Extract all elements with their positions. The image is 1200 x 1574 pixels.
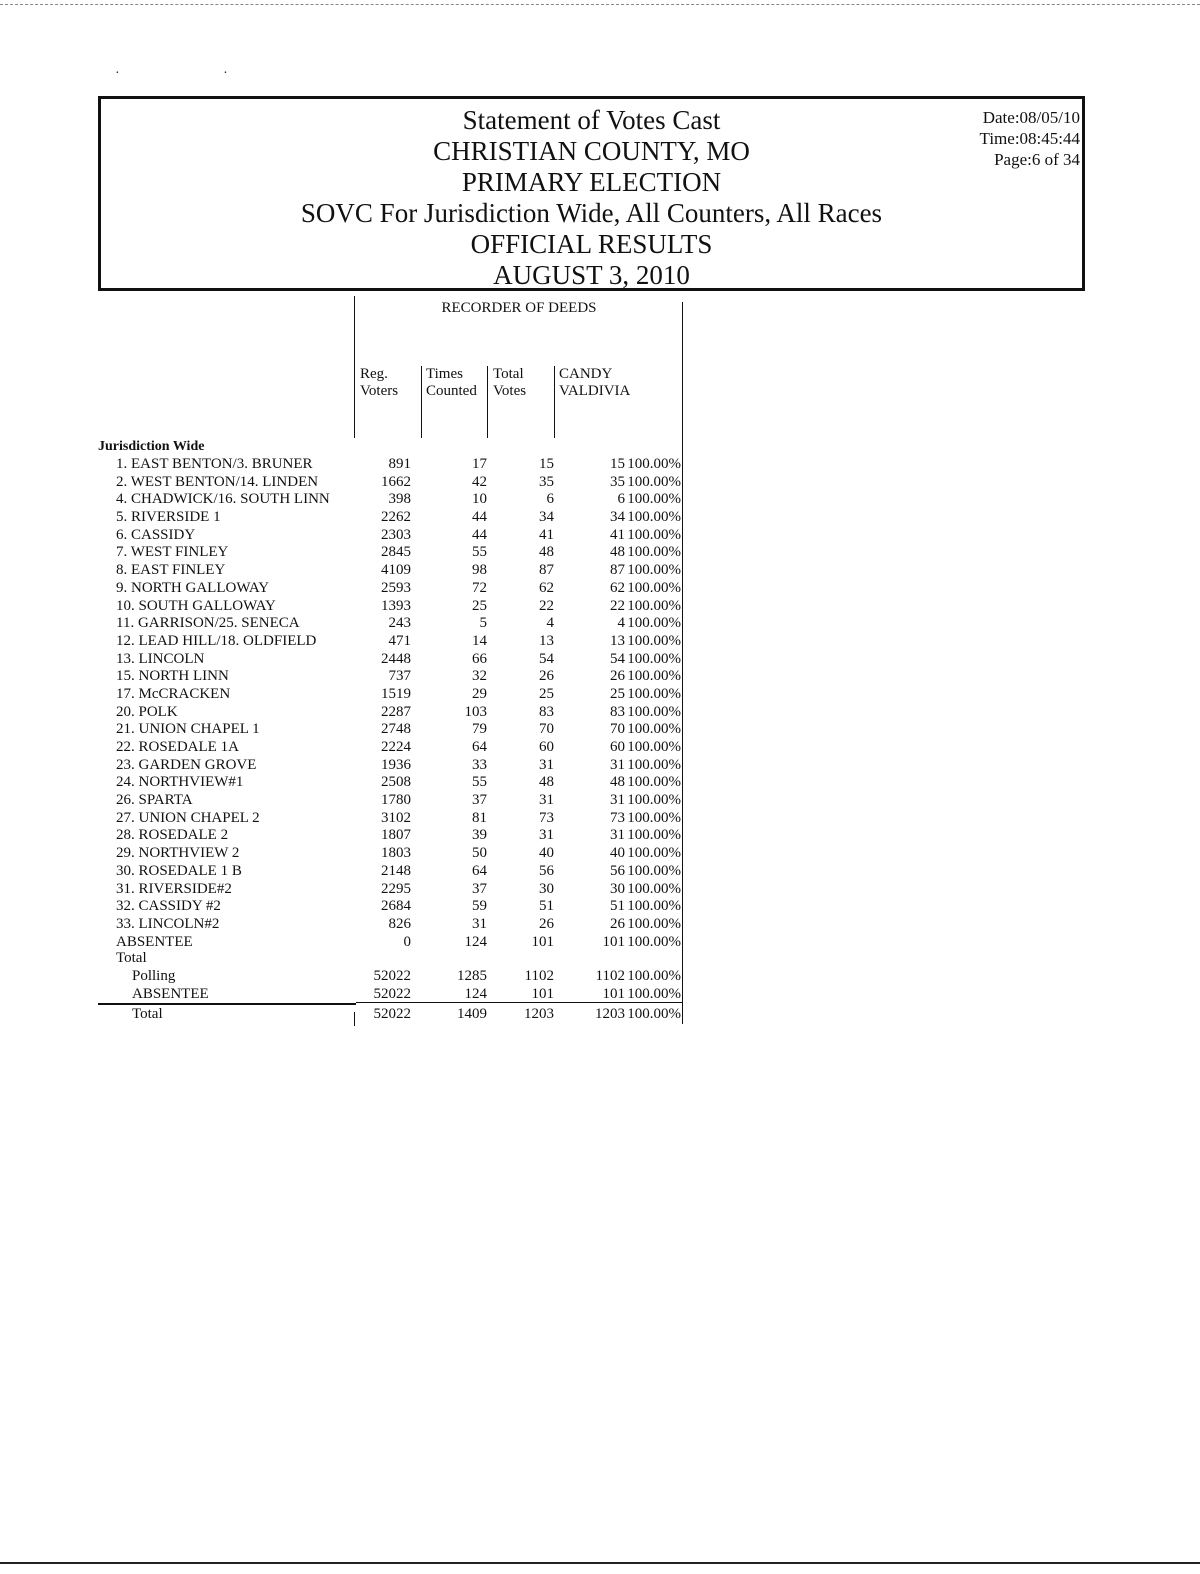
row-reg-voters: 52022 <box>373 985 411 1002</box>
row-times-counted: 55 <box>472 774 487 791</box>
row-percent: 100.00% <box>627 915 681 932</box>
title-line: SOVC For Jurisdiction Wide, All Counters, All Races <box>300 198 883 228</box>
row-name: 10. SOUTH GALLOWAY <box>116 597 276 614</box>
row-name: 20. POLK <box>116 703 178 720</box>
report-time: Time:08:45:44 <box>979 129 1080 148</box>
total-rule <box>356 1002 682 1003</box>
row-name: 11. GARRISON/25. SENECA <box>116 615 300 632</box>
row-percent: 100.00% <box>627 650 681 667</box>
row-name: 33. LINCOLN#2 <box>116 915 220 932</box>
row-total-votes: 26 <box>539 915 554 932</box>
table-row <box>98 651 684 669</box>
row-name: 7. WEST FINLEY <box>116 544 229 561</box>
table-row <box>98 774 684 792</box>
row-reg-voters: 4109 <box>381 562 411 579</box>
row-reg-voters: 737 <box>388 668 411 685</box>
col-header-total-votes <box>493 366 526 400</box>
row-total-votes: 26 <box>539 668 554 685</box>
row-total-votes: 1203 <box>524 1006 554 1022</box>
row-total-votes: 31 <box>539 756 554 773</box>
row-reg-voters: 52022 <box>373 1006 411 1022</box>
table-row <box>98 668 684 686</box>
column-divider <box>421 366 422 438</box>
row-name: 21. UNION CHAPEL 1 <box>116 721 260 738</box>
row-candidate-votes: 34 <box>610 509 625 526</box>
row-percent: 100.00% <box>627 862 681 879</box>
table-row <box>98 527 684 545</box>
row-percent: 100.00% <box>627 456 681 472</box>
row-name: 6. CASSIDY <box>116 526 196 543</box>
row-percent: 100.00% <box>627 544 681 561</box>
row-times-counted: 25 <box>472 597 487 614</box>
race-title: RECORDER OF DEEDS <box>441 300 597 316</box>
table-row <box>98 810 684 828</box>
row-reg-voters: 1662 <box>381 473 411 490</box>
row-name: ABSENTEE <box>116 933 193 950</box>
row-candidate-votes: 31 <box>610 827 625 844</box>
row-percent: 100.00% <box>627 721 681 738</box>
row-name: 31. RIVERSIDE#2 <box>116 880 232 897</box>
row-name: 12. LEAD HILL/18. OLDFIELD <box>116 632 317 649</box>
report-meta <box>980 107 1080 170</box>
row-percent: 100.00% <box>627 809 681 826</box>
row-total-votes: 22 <box>539 597 554 614</box>
row-percent: 100.00% <box>627 526 681 543</box>
column-divider <box>354 296 355 438</box>
row-name: 22. ROSEDALE 1A <box>116 739 239 755</box>
row-times-counted: 81 <box>472 809 487 826</box>
row-times-counted: 59 <box>472 898 487 915</box>
row-times-counted: 44 <box>472 509 487 526</box>
row-candidate-votes: 54 <box>610 650 625 667</box>
row-total-votes: 83 <box>539 703 554 720</box>
row-total-votes: 60 <box>539 739 554 755</box>
row-candidate-votes: 26 <box>610 668 625 685</box>
table-row <box>98 633 684 651</box>
row-percent: 100.00% <box>627 632 681 649</box>
table-row <box>98 456 684 474</box>
table-row <box>98 863 684 881</box>
row-total-votes: 87 <box>539 562 554 579</box>
row-percent: 100.00% <box>627 898 681 915</box>
row-reg-voters: 1803 <box>381 845 411 862</box>
table-row <box>98 615 684 633</box>
row-total-votes: 41 <box>539 526 554 543</box>
row-times-counted: 64 <box>472 739 487 755</box>
row-total-votes: 6 <box>546 491 554 508</box>
report-page: Page:6 of 34 <box>994 150 1080 169</box>
row-name: 27. UNION CHAPEL 2 <box>116 809 260 826</box>
row-candidate-votes: 15 <box>610 456 625 472</box>
row-total-votes: 54 <box>539 650 554 667</box>
row-candidate-votes: 4 <box>617 615 625 632</box>
row-percent: 100.00% <box>627 827 681 844</box>
row-candidate-votes: 51 <box>610 898 625 915</box>
row-total-votes: 31 <box>539 827 554 844</box>
row-candidate-votes: 48 <box>610 544 625 561</box>
row-candidate-votes: 13 <box>610 632 625 649</box>
row-percent: 100.00% <box>627 703 681 720</box>
row-percent: 100.00% <box>627 685 681 702</box>
row-name: 1. EAST BENTON/3. BRUNER <box>116 456 313 472</box>
summary-row <box>98 986 684 1004</box>
col-header-text: Votes <box>493 383 527 399</box>
table-row <box>98 580 684 598</box>
row-reg-voters: 2303 <box>381 526 411 543</box>
grand-total-row <box>98 1006 684 1024</box>
row-times-counted: 31 <box>472 915 487 932</box>
row-name: 2. WEST BENTON/14. LINDEN <box>116 473 319 490</box>
results-table <box>98 296 698 1026</box>
jurisdiction-label: Jurisdiction Wide <box>98 439 205 454</box>
row-times-counted: 66 <box>472 650 487 667</box>
row-total-votes: 48 <box>539 544 554 561</box>
col-header-candidate <box>559 366 630 400</box>
table-row <box>98 474 684 492</box>
table-row <box>98 881 684 899</box>
row-reg-voters: 1393 <box>381 597 411 614</box>
row-times-counted: 50 <box>472 845 487 862</box>
row-times-counted: 32 <box>472 668 487 685</box>
row-times-counted: 1409 <box>457 1006 487 1022</box>
row-candidate-votes: 6 <box>617 491 625 508</box>
row-reg-voters: 243 <box>388 615 411 632</box>
row-reg-voters: 471 <box>388 632 411 649</box>
row-candidate-votes: 56 <box>610 862 625 879</box>
report-header <box>98 96 1085 291</box>
row-candidate-votes: 25 <box>610 685 625 702</box>
row-reg-voters: 2287 <box>381 703 411 720</box>
row-times-counted: 103 <box>464 703 487 720</box>
scan-specks: · · <box>115 66 278 81</box>
row-total-votes: 1102 <box>524 968 554 984</box>
row-name: 29. NORTHVIEW 2 <box>116 845 240 862</box>
table-row <box>98 509 684 527</box>
row-total-votes: 48 <box>539 774 554 791</box>
row-reg-voters: 398 <box>388 491 411 508</box>
row-times-counted: 124 <box>464 985 487 1002</box>
row-name: 32. CASSIDY #2 <box>116 898 221 915</box>
row-candidate-votes: 41 <box>610 526 625 543</box>
row-candidate-votes: 22 <box>610 597 625 614</box>
row-name: 30. ROSEDALE 1 B <box>116 862 242 879</box>
column-divider <box>554 366 555 438</box>
row-reg-voters: 2684 <box>381 898 411 915</box>
table-row <box>98 491 684 509</box>
row-reg-voters: 2262 <box>381 509 411 526</box>
row-percent: 100.00% <box>627 491 681 508</box>
table-row <box>98 704 684 722</box>
row-times-counted: 98 <box>472 562 487 579</box>
row-total-votes: 13 <box>539 632 554 649</box>
row-times-counted: 29 <box>472 685 487 702</box>
row-percent: 100.00% <box>627 473 681 490</box>
col-header-reg-voters <box>360 366 398 400</box>
table-row <box>98 562 684 580</box>
row-total-votes: 101 <box>531 985 554 1002</box>
row-name: 13. LINCOLN <box>116 650 205 667</box>
table-row <box>98 934 684 952</box>
row-percent: 100.00% <box>627 985 681 1002</box>
row-percent: 100.00% <box>627 968 681 984</box>
title-line: OFFICIAL RESULTS <box>470 229 713 259</box>
column-divider <box>487 366 488 438</box>
table-row <box>98 845 684 863</box>
table-row <box>98 721 684 739</box>
total-rule <box>98 1003 356 1005</box>
row-candidate-votes: 101 <box>602 985 625 1002</box>
row-name: 26. SPARTA <box>116 792 193 809</box>
row-reg-voters: 2295 <box>381 880 411 897</box>
col-header-text: Reg. <box>360 366 388 382</box>
row-candidate-votes: 73 <box>610 809 625 826</box>
row-times-counted: 124 <box>464 933 487 950</box>
row-times-counted: 37 <box>472 792 487 809</box>
row-times-counted: 64 <box>472 862 487 879</box>
table-row <box>98 898 684 916</box>
row-name: Polling <box>132 968 176 984</box>
row-reg-voters: 2845 <box>381 544 411 561</box>
row-percent: 100.00% <box>627 615 681 632</box>
row-total-votes: 101 <box>531 933 554 950</box>
col-header-text: VALDIVIA <box>559 383 631 399</box>
row-candidate-votes: 60 <box>610 739 625 755</box>
row-reg-voters: 2593 <box>381 579 411 596</box>
row-times-counted: 5 <box>479 615 487 632</box>
row-candidate-votes: 101 <box>602 933 625 950</box>
row-total-votes: 51 <box>539 898 554 915</box>
title-line: Statement of Votes Cast <box>462 105 721 135</box>
row-candidate-votes: 40 <box>610 845 625 862</box>
summary-row <box>98 968 684 986</box>
row-percent: 100.00% <box>627 597 681 614</box>
row-times-counted: 1285 <box>457 968 487 984</box>
row-times-counted: 39 <box>472 827 487 844</box>
table-row <box>98 792 684 810</box>
table-row <box>98 598 684 616</box>
report-title <box>101 105 1082 291</box>
row-name: Total <box>132 1006 163 1022</box>
row-times-counted: 79 <box>472 721 487 738</box>
row-name: 8. EAST FINLEY <box>116 562 226 579</box>
row-total-votes: 70 <box>539 721 554 738</box>
row-candidate-votes: 30 <box>610 880 625 897</box>
row-name: 23. GARDEN GROVE <box>116 756 257 773</box>
row-reg-voters: 1519 <box>381 685 411 702</box>
table-row <box>98 686 684 704</box>
row-times-counted: 55 <box>472 544 487 561</box>
row-name: 4. CHADWICK/16. SOUTH LINN <box>116 491 330 508</box>
row-reg-voters: 2448 <box>381 650 411 667</box>
row-total-votes: 62 <box>539 579 554 596</box>
row-percent: 100.00% <box>627 562 681 579</box>
row-reg-voters: 1936 <box>381 756 411 773</box>
row-name: 24. NORTHVIEW#1 <box>116 774 244 791</box>
row-reg-voters: 0 <box>403 933 411 950</box>
row-candidate-votes: 1203 <box>595 1006 625 1022</box>
row-times-counted: 14 <box>472 632 487 649</box>
row-candidate-votes: 26 <box>610 915 625 932</box>
total-section-label: Total <box>116 950 147 966</box>
col-header-text: CANDY <box>559 366 613 382</box>
row-name: 5. RIVERSIDE 1 <box>116 509 221 526</box>
table-row <box>98 827 684 845</box>
row-times-counted: 37 <box>472 880 487 897</box>
table-row <box>98 739 684 757</box>
scan-edge-bottom <box>0 1562 1200 1564</box>
row-candidate-votes: 35 <box>610 473 625 490</box>
row-reg-voters: 52022 <box>373 968 411 984</box>
row-percent: 100.00% <box>627 792 681 809</box>
row-candidate-votes: 62 <box>610 579 625 596</box>
row-candidate-votes: 87 <box>610 562 625 579</box>
row-reg-voters: 1807 <box>381 827 411 844</box>
row-name: 9. NORTH GALLOWAY <box>116 579 270 596</box>
row-times-counted: 44 <box>472 526 487 543</box>
row-total-votes: 40 <box>539 845 554 862</box>
row-name: 28. ROSEDALE 2 <box>116 827 229 844</box>
row-reg-voters: 2224 <box>381 739 411 755</box>
row-total-votes: 73 <box>539 809 554 826</box>
row-percent: 100.00% <box>627 739 681 755</box>
row-candidate-votes: 70 <box>610 721 625 738</box>
col-header-text: Voters <box>360 383 399 399</box>
row-total-votes: 15 <box>539 456 554 472</box>
row-total-votes: 56 <box>539 862 554 879</box>
table-row <box>98 916 684 934</box>
row-name: 17. McCRACKEN <box>116 685 231 702</box>
title-line: PRIMARY ELECTION <box>461 167 722 197</box>
report-date: Date:08/05/10 <box>982 108 1080 127</box>
row-candidate-votes: 1102 <box>595 968 625 984</box>
precinct-rows <box>98 456 684 951</box>
row-percent: 100.00% <box>627 756 681 773</box>
col-header-text: Total <box>493 366 524 382</box>
row-percent: 100.00% <box>627 509 681 526</box>
row-total-votes: 30 <box>539 880 554 897</box>
row-percent: 100.00% <box>627 668 681 685</box>
row-candidate-votes: 31 <box>610 792 625 809</box>
row-times-counted: 10 <box>472 491 487 508</box>
row-name: 15. NORTH LINN <box>116 668 229 685</box>
row-total-votes: 34 <box>539 509 554 526</box>
row-times-counted: 42 <box>472 473 487 490</box>
col-header-text: Counted <box>426 383 477 399</box>
row-reg-voters: 3102 <box>381 809 411 826</box>
row-percent: 100.00% <box>627 933 681 950</box>
row-percent: 100.00% <box>627 845 681 862</box>
col-header-text: Times <box>426 366 463 382</box>
row-percent: 100.00% <box>627 1006 681 1022</box>
table-row <box>98 757 684 775</box>
row-reg-voters: 891 <box>388 456 411 472</box>
row-percent: 100.00% <box>627 774 681 791</box>
table-row <box>98 544 684 562</box>
title-line: CHRISTIAN COUNTY, MO <box>433 136 750 166</box>
col-header-times-counted <box>426 366 477 400</box>
row-reg-voters: 2748 <box>381 721 411 738</box>
row-candidate-votes: 83 <box>610 703 625 720</box>
row-candidate-votes: 31 <box>610 756 625 773</box>
row-total-votes: 25 <box>539 685 554 702</box>
row-reg-voters: 826 <box>388 915 411 932</box>
title-line: AUGUST 3, 2010 <box>493 260 690 290</box>
summary-rows <box>98 968 684 1003</box>
row-percent: 100.00% <box>627 579 681 596</box>
row-total-votes: 31 <box>539 792 554 809</box>
row-reg-voters: 2508 <box>381 774 411 791</box>
row-percent: 100.00% <box>627 880 681 897</box>
row-name: ABSENTEE <box>132 985 209 1002</box>
scan-edge-top <box>0 4 1200 5</box>
row-candidate-votes: 48 <box>610 774 625 791</box>
row-times-counted: 17 <box>472 456 487 472</box>
row-reg-voters: 1780 <box>381 792 411 809</box>
row-times-counted: 33 <box>472 756 487 773</box>
row-reg-voters: 2148 <box>381 862 411 879</box>
row-total-votes: 35 <box>539 473 554 490</box>
row-times-counted: 72 <box>472 579 487 596</box>
row-total-votes: 4 <box>546 615 554 632</box>
